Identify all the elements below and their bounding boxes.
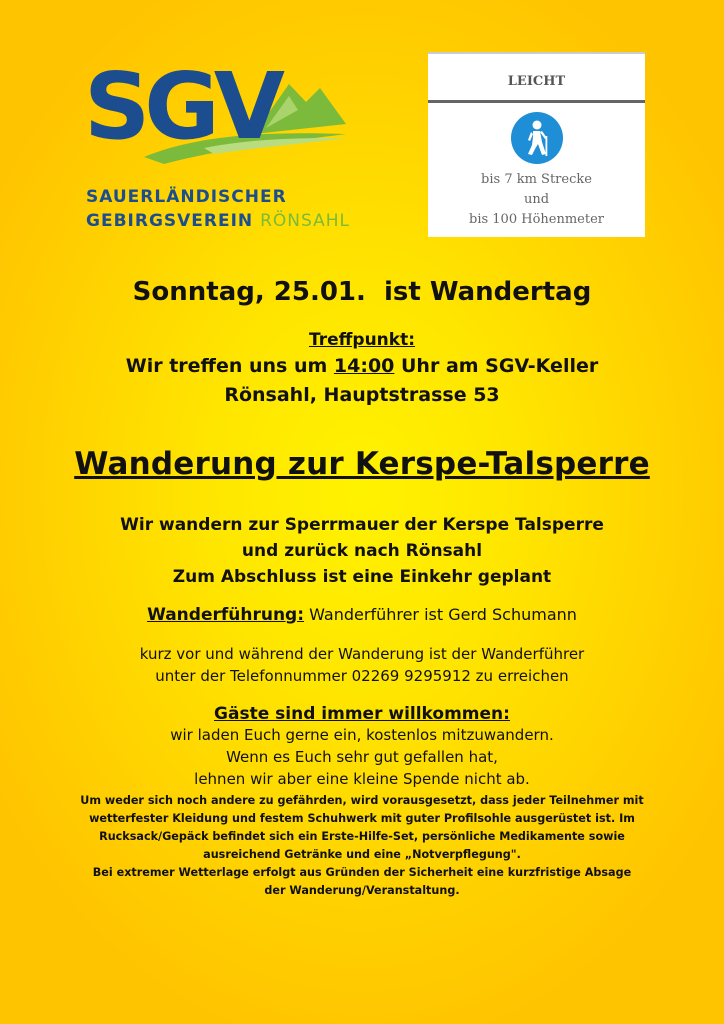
meeting-line1-post: Uhr am SGV-Keller xyxy=(394,355,599,377)
meeting-label: Treffpunkt: xyxy=(308,330,416,350)
mountain-logo-icon xyxy=(84,62,374,182)
meeting-line1 xyxy=(0,355,724,377)
meeting-line1-pre: Wir treffen uns um xyxy=(125,355,334,377)
logo-line2: GEBIRGSVEREIN xyxy=(86,211,254,231)
description-line: Zum Abschluss ist eine Einkehr geplant xyxy=(172,567,552,587)
guests-line: lehnen wir aber eine kleine Spende nicht ab. xyxy=(194,770,530,788)
notes-line: ausreichend Getränke und eine „Notverpflegung". xyxy=(203,848,521,861)
badge-and: und xyxy=(523,192,550,207)
notes-line: wetterfester Kleidung und festem Schuhwerk mit guter Profilsohle ausgerüstet ist. Im xyxy=(89,812,635,825)
notes-line: der Wanderung/Veranstaltung. xyxy=(264,884,460,897)
guide-info xyxy=(0,605,724,625)
hiker-icon xyxy=(511,112,563,164)
difficulty-level: LEICHT xyxy=(507,74,566,89)
difficulty-badge xyxy=(428,52,645,237)
logo-abbr: SGV xyxy=(84,62,279,160)
guide-label: Wanderführung: xyxy=(147,605,305,625)
notes-line: Um weder sich noch andere zu gefährden, wird vorausgesetzt, dass jeder Teilnehmer mit xyxy=(80,794,644,807)
description-line: und zurück nach Rönsahl xyxy=(241,541,483,561)
logo-line2-accent: RÖNSAHL xyxy=(260,211,350,231)
guests-line: wir laden Euch gerne ein, kostenlos mitzuwandern. xyxy=(170,726,554,744)
sgv-logo xyxy=(84,62,374,237)
phone-line: unter der Telefonnummer 02269 9295912 zu erreichen xyxy=(155,667,569,685)
description-line: Wir wandern zur Sperrmauer der Kerspe Talsperre xyxy=(120,515,604,535)
notes-line: Rucksack/Gepäck befindet sich ein Erste-Hilfe-Set, persönliche Medikamente sowie xyxy=(99,830,625,843)
hike-title: Wanderung zur Kerspe-Talsperre xyxy=(74,446,650,482)
meeting-address: Rönsahl, Hauptstrasse 53 xyxy=(224,384,500,406)
guests-heading: Gäste sind immer willkommen: xyxy=(214,704,510,724)
guests-line: Wenn es Euch sehr gut gefallen hat, xyxy=(226,748,498,766)
logo-line1: SAUERLÄNDISCHER xyxy=(86,187,287,207)
meeting-time: 14:00 xyxy=(333,355,395,377)
phone-line: kurz vor und während der Wanderung ist der Wanderführer xyxy=(139,645,585,663)
notes-line: Bei extremer Wetterlage erfolgt aus Gründen der Sicherheit eine kurzfristige Absage xyxy=(92,866,632,879)
badge-divider xyxy=(428,100,645,103)
badge-distance: bis 7 km Strecke xyxy=(481,172,592,187)
badge-elevation: bis 100 Höhenmeter xyxy=(469,212,604,227)
logo-wordmark xyxy=(86,185,350,233)
headline: Sonntag, 25.01. ist Wandertag xyxy=(132,277,592,307)
guide-name: Wanderführer ist Gerd Schumann xyxy=(304,605,577,624)
